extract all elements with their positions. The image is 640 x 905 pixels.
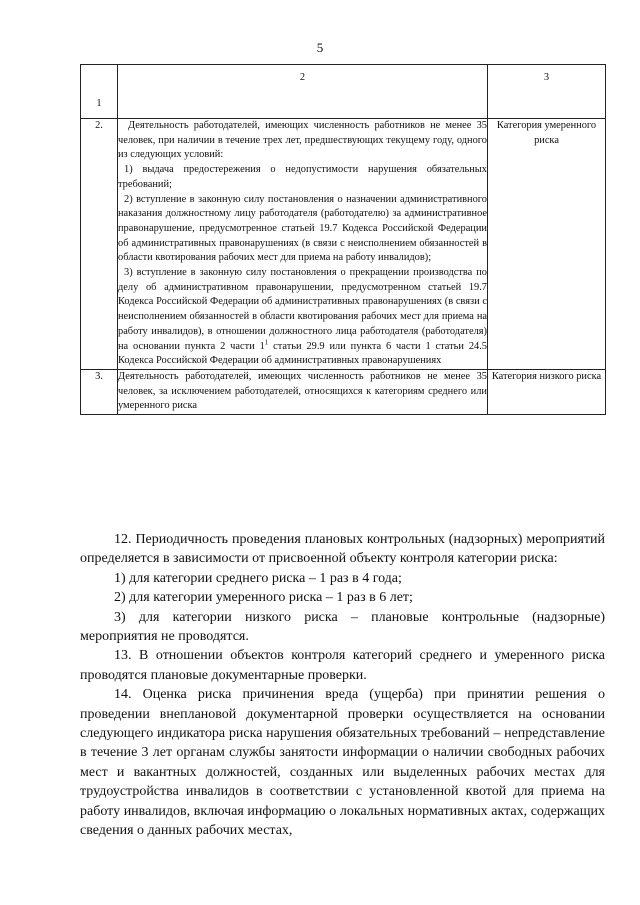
criteria-item-text: 3) вступление в законную силу постановления о прекращении производства по делу об административном правонарушении, предусмотренном статьей 19.7 Кодекса Российской Федерации об административных правонарушениях (в связи с неисполнением обязанностей в области квотирования рабочих мест для приема на работу инвалидов), в отношении должностного лица работодателя (работодателя) на основании пункта 2 части 1	[118, 267, 487, 352]
column-header: 1	[81, 65, 118, 119]
criteria-item-text: статьи 29.9 или пункта 6 части 1 статьи 24.5 Кодекса Российской Федерации об административных правонарушениях	[118, 340, 487, 367]
column-header: 2	[118, 65, 488, 119]
list-item: 3) для категории низкого риска – плановые контрольные (надзорные) мероприятия не проводятся.	[80, 609, 605, 645]
table-header-row	[81, 65, 606, 119]
criteria-cell	[118, 119, 488, 370]
risk-category: Категория умеренного риска	[488, 119, 606, 370]
risk-category: Категория низкого риска	[488, 369, 606, 414]
table-row	[81, 369, 606, 414]
table-row	[81, 119, 606, 370]
row-number: 3.	[81, 369, 118, 414]
superscript: 1	[264, 338, 269, 347]
page-number: 5	[316, 40, 324, 55]
column-header: 3	[488, 65, 606, 119]
risk-category-table	[80, 64, 606, 415]
criteria-text: Деятельность работодателей, имеющих численность работников не менее 35 человек, при наличии в течение трех лет, предшествующих текущему году, одного из следующих условий:	[118, 120, 487, 161]
criteria-cell	[118, 369, 488, 414]
paragraph: 13. В отношении объектов контроля категорий среднего и умеренного риска проводятся плановые документарные проверки.	[80, 648, 605, 683]
criteria-item: 1) выдача предостережения о недопустимости нарушения обязательных требований;	[118, 164, 487, 190]
criteria-text: Деятельность работодателей, имеющих численность работников не менее 35 человек, за исключением работодателей, относящихся к категориям среднего или умеренного риска	[118, 370, 487, 412]
criteria-item	[118, 266, 487, 369]
list-item: 1) для категории среднего риска – 1 раз в 4 года;	[114, 570, 402, 586]
paragraph: 14. Оценка риска причинения вреда (ущерба) при принятии решения о проведении внеплановой документарной проверки осуществляется на основании следующего индикатора риска нарушения обязательных требований – непредставление в течение 3 лет органам службы занятости информации о наличии свободных рабочих мест и вакантных должностей, созданных или выделенных рабочих местах для трудоустройства инвалидов в соответствии с установленной квотой для приема на работу инвалидов, включая информацию о локальных нормативных актах, содержащих сведения о данных рабочих местах,	[80, 687, 605, 839]
row-number: 2.	[81, 119, 118, 370]
list-item: 2) для категории умеренного риска – 1 раз в 6 лет;	[114, 590, 413, 606]
criteria-item: 2) вступление в законную силу постановления о назначении административного наказания должностному лицу работодателя (работодателю) за административное правонарушение, предусмотренное статьей 19.7 Кодекса Российской Федерации об административных правонарушениях (в связи с неисполнением обязанностей в области квотирования рабочих мест для приема на работу инвалидов);	[118, 193, 487, 264]
document-body	[80, 530, 605, 841]
paragraph: 12. Периодичность проведения плановых контрольных (надзорных) мероприятий определяется в зависимости от присвоенной объекту контроля категории риска:	[80, 532, 605, 567]
